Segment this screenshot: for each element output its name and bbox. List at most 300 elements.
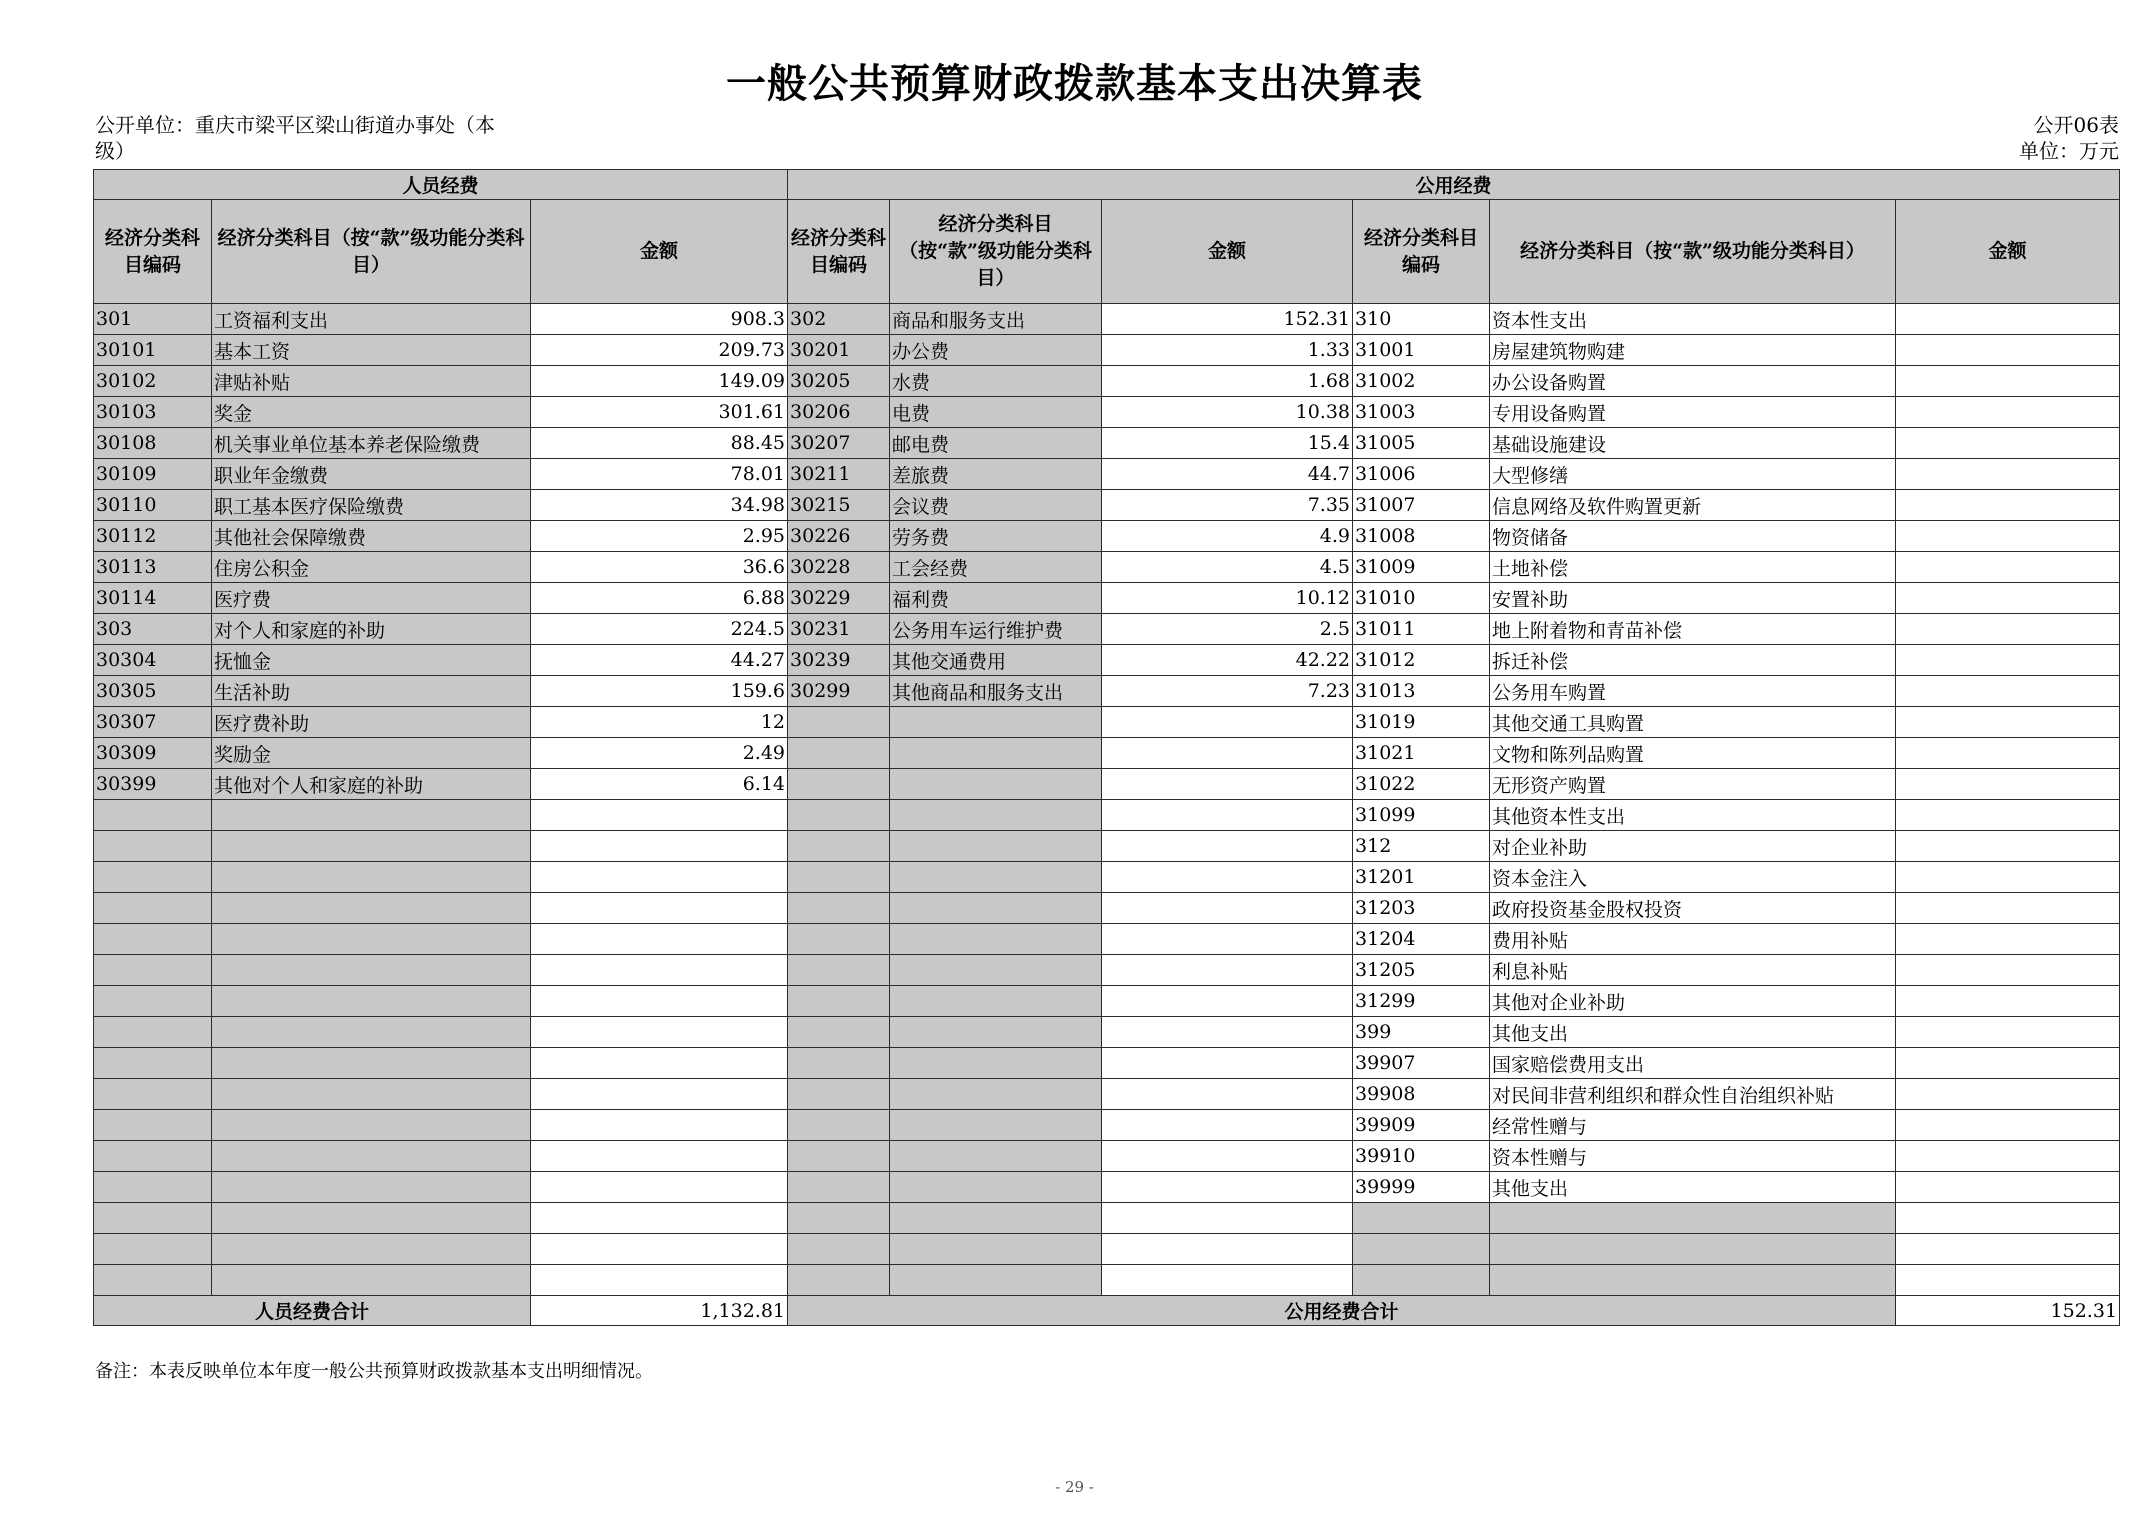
capital-amount-cell — [1896, 707, 2120, 738]
goods-name-cell — [890, 769, 1102, 800]
table-row — [94, 955, 2120, 986]
goods-amount-cell — [1102, 1265, 1353, 1296]
goods-code-cell — [788, 831, 890, 862]
personnel-name-cell — [212, 1234, 531, 1265]
goods-code-cell — [788, 1234, 890, 1265]
capital-amount-cell — [1896, 490, 2120, 521]
personnel-amount-cell — [531, 800, 788, 831]
capital-name-cell: 公务用车购置 — [1490, 676, 1896, 707]
capital-amount-cell — [1896, 1110, 2120, 1141]
capital-code-cell: 31021 — [1353, 738, 1490, 769]
goods-code-cell — [788, 769, 890, 800]
capital-amount-cell — [1896, 1079, 2120, 1110]
goods-name-cell: 办公费 — [890, 335, 1102, 366]
form-number: 公开06表 — [2033, 113, 2119, 137]
capital-name-cell: 费用补贴 — [1490, 924, 1896, 955]
goods-code-cell: 302 — [788, 304, 890, 335]
capital-amount-cell — [1896, 831, 2120, 862]
personnel-amount-cell: 149.09 — [531, 366, 788, 397]
personnel-amount-cell — [531, 986, 788, 1017]
goods-name-cell: 差旅费 — [890, 459, 1102, 490]
personnel-name-cell: 职业年金缴费 — [212, 459, 531, 490]
table-row — [94, 490, 2120, 521]
capital-code-cell — [1353, 1234, 1490, 1265]
capital-name-cell: 政府投资基金股权投资 — [1490, 893, 1896, 924]
capital-amount-cell — [1896, 366, 2120, 397]
personnel-amount-cell — [531, 924, 788, 955]
capital-name-cell: 对企业补助 — [1490, 831, 1896, 862]
goods-amount-cell: 10.38 — [1102, 397, 1353, 428]
capital-amount-cell — [1896, 521, 2120, 552]
capital-amount-cell — [1896, 676, 2120, 707]
table-row — [94, 769, 2120, 800]
goods-name-cell — [890, 1234, 1102, 1265]
capital-amount-cell — [1896, 1048, 2120, 1079]
personnel-code-cell: 30399 — [94, 769, 212, 800]
personnel-amount-cell — [531, 862, 788, 893]
goods-code-cell — [788, 800, 890, 831]
goods-amount-cell — [1102, 893, 1353, 924]
table-row — [94, 552, 2120, 583]
personnel-code-cell — [94, 1110, 212, 1141]
capital-name-cell: 土地补偿 — [1490, 552, 1896, 583]
goods-amount-cell — [1102, 1172, 1353, 1203]
goods-amount-cell — [1102, 1110, 1353, 1141]
personnel-code-cell — [94, 1048, 212, 1079]
table-row — [94, 893, 2120, 924]
goods-amount-cell — [1102, 707, 1353, 738]
table-row — [94, 521, 2120, 552]
personnel-code-cell — [94, 1234, 212, 1265]
table-row — [94, 1110, 2120, 1141]
personnel-amount-cell — [531, 893, 788, 924]
personnel-name-cell: 津贴补贴 — [212, 366, 531, 397]
capital-amount-cell — [1896, 955, 2120, 986]
table-row — [94, 707, 2120, 738]
goods-name-cell: 会议费 — [890, 490, 1102, 521]
capital-code-cell: 31010 — [1353, 583, 1490, 614]
goods-amount-cell — [1102, 1048, 1353, 1079]
capital-name-cell: 办公设备购置 — [1490, 366, 1896, 397]
capital-name-cell — [1490, 1234, 1896, 1265]
goods-code-cell — [788, 1172, 890, 1203]
personnel-name-cell — [212, 955, 531, 986]
personnel-name-cell — [212, 1141, 531, 1172]
header-goods-name: 经济分类科目（按“款”级功能分类科目） — [890, 200, 1102, 304]
capital-code-cell: 31005 — [1353, 428, 1490, 459]
personnel-amount-cell: 6.14 — [531, 769, 788, 800]
personnel-code-cell — [94, 893, 212, 924]
personnel-amount-cell — [531, 1110, 788, 1141]
goods-amount-cell: 2.5 — [1102, 614, 1353, 645]
personnel-amount-cell: 301.61 — [531, 397, 788, 428]
personnel-code-cell — [94, 924, 212, 955]
table-row — [94, 583, 2120, 614]
personnel-amount-cell: 2.49 — [531, 738, 788, 769]
personnel-amount-cell: 12 — [531, 707, 788, 738]
table-row — [94, 800, 2120, 831]
personnel-code-cell: 30110 — [94, 490, 212, 521]
goods-name-cell — [890, 1172, 1102, 1203]
capital-amount-cell — [1896, 1203, 2120, 1234]
personnel-code-cell — [94, 986, 212, 1017]
capital-code-cell: 39999 — [1353, 1172, 1490, 1203]
capital-code-cell — [1353, 1203, 1490, 1234]
capital-amount-cell — [1896, 304, 2120, 335]
personnel-amount-cell — [531, 955, 788, 986]
capital-code-cell: 31022 — [1353, 769, 1490, 800]
capital-code-cell: 31299 — [1353, 986, 1490, 1017]
table-row — [94, 1141, 2120, 1172]
header-personnel-name: 经济分类科目（按“款”级功能分类科目） — [212, 200, 531, 304]
capital-code-cell: 31012 — [1353, 645, 1490, 676]
personnel-amount-cell: 2.95 — [531, 521, 788, 552]
goods-code-cell — [788, 1265, 890, 1296]
goods-code-cell: 30205 — [788, 366, 890, 397]
personnel-code-cell: 303 — [94, 614, 212, 645]
capital-name-cell: 拆迁补偿 — [1490, 645, 1896, 676]
personnel-amount-cell: 209.73 — [531, 335, 788, 366]
capital-code-cell: 31011 — [1353, 614, 1490, 645]
table-row — [94, 1234, 2120, 1265]
goods-name-cell: 工会经费 — [890, 552, 1102, 583]
table-row — [94, 1048, 2120, 1079]
personnel-total-label: 人员经费合计 — [94, 1296, 531, 1326]
personnel-name-cell — [212, 924, 531, 955]
personnel-amount-cell: 908.3 — [531, 304, 788, 335]
goods-amount-cell — [1102, 955, 1353, 986]
table-row — [94, 831, 2120, 862]
personnel-name-cell — [212, 1203, 531, 1234]
personnel-amount-cell — [531, 1079, 788, 1110]
goods-code-cell — [788, 893, 890, 924]
personnel-name-cell — [212, 862, 531, 893]
public-total-label: 公用经费合计 — [788, 1296, 1896, 1326]
capital-code-cell: 312 — [1353, 831, 1490, 862]
personnel-name-cell: 医疗费 — [212, 583, 531, 614]
personnel-name-cell — [212, 1265, 531, 1296]
capital-name-cell: 大型修缮 — [1490, 459, 1896, 490]
capital-name-cell: 地上附着物和青苗补偿 — [1490, 614, 1896, 645]
table-row — [94, 1172, 2120, 1203]
goods-name-cell — [890, 831, 1102, 862]
table-row — [94, 1017, 2120, 1048]
capital-amount-cell — [1896, 924, 2120, 955]
goods-amount-cell — [1102, 862, 1353, 893]
personnel-name-cell: 对个人和家庭的补助 — [212, 614, 531, 645]
goods-name-cell — [890, 1110, 1102, 1141]
personnel-name-cell — [212, 893, 531, 924]
personnel-code-cell: 30109 — [94, 459, 212, 490]
table-row — [94, 1265, 2120, 1296]
goods-name-cell: 劳务费 — [890, 521, 1102, 552]
personnel-amount-cell: 88.45 — [531, 428, 788, 459]
header-capital-name: 经济分类科目（按“款”级功能分类科目） — [1490, 200, 1896, 304]
capital-code-cell: 31204 — [1353, 924, 1490, 955]
capital-name-cell: 房屋建筑物购建 — [1490, 335, 1896, 366]
capital-amount-cell — [1896, 862, 2120, 893]
capital-name-cell: 安置补助 — [1490, 583, 1896, 614]
table-row — [94, 1203, 2120, 1234]
goods-code-cell: 30215 — [788, 490, 890, 521]
goods-name-cell: 电费 — [890, 397, 1102, 428]
capital-code-cell: 39910 — [1353, 1141, 1490, 1172]
personnel-code-cell: 30113 — [94, 552, 212, 583]
personnel-name-cell: 其他社会保障缴费 — [212, 521, 531, 552]
table-row — [94, 335, 2120, 366]
personnel-amount-cell — [531, 1141, 788, 1172]
capital-name-cell — [1490, 1203, 1896, 1234]
capital-code-cell: 31008 — [1353, 521, 1490, 552]
goods-code-cell — [788, 862, 890, 893]
goods-amount-cell — [1102, 986, 1353, 1017]
goods-name-cell — [890, 1017, 1102, 1048]
capital-code-cell: 310 — [1353, 304, 1490, 335]
goods-code-cell: 30226 — [788, 521, 890, 552]
personnel-name-cell: 生活补助 — [212, 676, 531, 707]
table-row — [94, 862, 2120, 893]
goods-name-cell — [890, 924, 1102, 955]
goods-name-cell — [890, 738, 1102, 769]
personnel-name-cell: 奖金 — [212, 397, 531, 428]
capital-name-cell: 利息补贴 — [1490, 955, 1896, 986]
table-row — [94, 366, 2120, 397]
goods-name-cell — [890, 1048, 1102, 1079]
personnel-amount-cell: 34.98 — [531, 490, 788, 521]
personnel-amount-cell — [531, 1234, 788, 1265]
capital-name-cell — [1490, 1265, 1896, 1296]
header-personnel-amount: 金额 — [531, 200, 788, 304]
personnel-name-cell — [212, 800, 531, 831]
capital-code-cell: 31099 — [1353, 800, 1490, 831]
public-total-value: 152.31 — [1896, 1296, 2120, 1326]
capital-amount-cell — [1896, 769, 2120, 800]
capital-name-cell: 物资储备 — [1490, 521, 1896, 552]
personnel-name-cell: 基本工资 — [212, 335, 531, 366]
goods-code-cell — [788, 986, 890, 1017]
personnel-amount-cell — [531, 1172, 788, 1203]
capital-name-cell: 其他对企业补助 — [1490, 986, 1896, 1017]
capital-amount-cell — [1896, 738, 2120, 769]
capital-amount-cell — [1896, 428, 2120, 459]
personnel-code-cell: 30307 — [94, 707, 212, 738]
personnel-amount-cell: 44.27 — [531, 645, 788, 676]
table-row — [94, 614, 2120, 645]
personnel-code-cell — [94, 955, 212, 986]
capital-name-cell: 无形资产购置 — [1490, 769, 1896, 800]
capital-code-cell — [1353, 1265, 1490, 1296]
capital-code-cell: 31019 — [1353, 707, 1490, 738]
personnel-code-cell — [94, 1203, 212, 1234]
personnel-code-cell: 30305 — [94, 676, 212, 707]
table-row — [94, 459, 2120, 490]
table-row — [94, 924, 2120, 955]
personnel-code-cell — [94, 862, 212, 893]
goods-amount-cell: 7.35 — [1102, 490, 1353, 521]
personnel-code-cell: 30102 — [94, 366, 212, 397]
goods-amount-cell — [1102, 1141, 1353, 1172]
goods-name-cell — [890, 800, 1102, 831]
goods-code-cell: 30207 — [788, 428, 890, 459]
goods-code-cell: 30206 — [788, 397, 890, 428]
personnel-name-cell — [212, 1048, 531, 1079]
page-title: 一般公共预算财政拨款基本支出决算表 — [726, 60, 1423, 107]
personnel-name-cell — [212, 1172, 531, 1203]
personnel-name-cell: 其他对个人和家庭的补助 — [212, 769, 531, 800]
table-row — [94, 397, 2120, 428]
personnel-amount-cell — [531, 831, 788, 862]
capital-name-cell: 资本金注入 — [1490, 862, 1896, 893]
table-row — [94, 428, 2120, 459]
goods-name-cell: 水费 — [890, 366, 1102, 397]
goods-name-cell — [890, 707, 1102, 738]
personnel-amount-cell — [531, 1017, 788, 1048]
capital-name-cell: 其他资本性支出 — [1490, 800, 1896, 831]
goods-name-cell — [890, 893, 1102, 924]
capital-code-cell: 39909 — [1353, 1110, 1490, 1141]
capital-amount-cell — [1896, 1017, 2120, 1048]
personnel-code-cell: 30304 — [94, 645, 212, 676]
capital-code-cell: 31002 — [1353, 366, 1490, 397]
reporting-unit-line1: 公开单位：重庆市梁平区梁山街道办事处（本 — [95, 113, 495, 137]
table-row — [94, 676, 2120, 707]
personnel-total-value: 1,132.81 — [531, 1296, 788, 1326]
goods-name-cell — [890, 862, 1102, 893]
header-capital-amount: 金额 — [1896, 200, 2120, 304]
personnel-amount-cell — [531, 1203, 788, 1234]
header-personnel-code: 经济分类科目编码 — [94, 200, 212, 304]
personnel-code-cell — [94, 1017, 212, 1048]
reporting-unit — [95, 112, 545, 164]
header-goods-code: 经济分类科目编码 — [788, 200, 890, 304]
table-row — [94, 304, 2120, 335]
capital-amount-cell — [1896, 986, 2120, 1017]
table-row — [94, 986, 2120, 1017]
capital-code-cell: 31203 — [1353, 893, 1490, 924]
goods-code-cell — [788, 1017, 890, 1048]
capital-name-cell: 文物和陈列品购置 — [1490, 738, 1896, 769]
personnel-name-cell: 奖励金 — [212, 738, 531, 769]
personnel-code-cell — [94, 1172, 212, 1203]
goods-amount-cell: 152.31 — [1102, 304, 1353, 335]
table-row — [94, 645, 2120, 676]
personnel-name-cell: 抚恤金 — [212, 645, 531, 676]
personnel-code-cell: 30114 — [94, 583, 212, 614]
goods-amount-cell: 10.12 — [1102, 583, 1353, 614]
reporting-unit-line2: 级） — [95, 139, 135, 163]
goods-code-cell — [788, 1203, 890, 1234]
personnel-name-cell: 医疗费补助 — [212, 707, 531, 738]
capital-code-cell: 39908 — [1353, 1079, 1490, 1110]
goods-amount-cell: 4.5 — [1102, 552, 1353, 583]
header-goods-amount: 金额 — [1102, 200, 1353, 304]
goods-code-cell — [788, 738, 890, 769]
capital-name-cell: 其他支出 — [1490, 1017, 1896, 1048]
capital-code-cell: 31007 — [1353, 490, 1490, 521]
personnel-code-cell: 30112 — [94, 521, 212, 552]
goods-name-cell: 商品和服务支出 — [890, 304, 1102, 335]
goods-amount-cell — [1102, 1017, 1353, 1048]
personnel-amount-cell — [531, 1048, 788, 1079]
capital-code-cell: 31003 — [1353, 397, 1490, 428]
goods-amount-cell: 44.7 — [1102, 459, 1353, 490]
expenditure-table — [93, 169, 2120, 1326]
personnel-name-cell: 住房公积金 — [212, 552, 531, 583]
capital-amount-cell — [1896, 552, 2120, 583]
personnel-amount-cell: 36.6 — [531, 552, 788, 583]
goods-name-cell — [890, 986, 1102, 1017]
goods-amount-cell — [1102, 738, 1353, 769]
section-personnel: 人员经费 — [94, 170, 788, 200]
capital-amount-cell — [1896, 1141, 2120, 1172]
goods-amount-cell — [1102, 831, 1353, 862]
goods-code-cell: 30228 — [788, 552, 890, 583]
capital-amount-cell — [1896, 1234, 2120, 1265]
capital-amount-cell — [1896, 893, 2120, 924]
capital-amount-cell — [1896, 459, 2120, 490]
capital-code-cell: 31009 — [1353, 552, 1490, 583]
capital-name-cell: 专用设备购置 — [1490, 397, 1896, 428]
capital-name-cell: 经常性赠与 — [1490, 1110, 1896, 1141]
capital-amount-cell — [1896, 645, 2120, 676]
goods-code-cell — [788, 1048, 890, 1079]
capital-name-cell: 资本性赠与 — [1490, 1141, 1896, 1172]
goods-code-cell: 30211 — [788, 459, 890, 490]
personnel-name-cell — [212, 1079, 531, 1110]
personnel-amount-cell: 159.6 — [531, 676, 788, 707]
goods-code-cell: 30299 — [788, 676, 890, 707]
capital-name-cell: 其他支出 — [1490, 1172, 1896, 1203]
goods-amount-cell: 42.22 — [1102, 645, 1353, 676]
capital-name-cell: 其他交通工具购置 — [1490, 707, 1896, 738]
personnel-code-cell: 30108 — [94, 428, 212, 459]
goods-code-cell — [788, 1079, 890, 1110]
totals-row — [94, 1296, 2120, 1326]
goods-code-cell — [788, 707, 890, 738]
personnel-code-cell — [94, 831, 212, 862]
goods-code-cell: 30239 — [788, 645, 890, 676]
capital-code-cell: 39907 — [1353, 1048, 1490, 1079]
personnel-amount-cell: 6.88 — [531, 583, 788, 614]
goods-amount-cell — [1102, 1079, 1353, 1110]
goods-name-cell: 其他商品和服务支出 — [890, 676, 1102, 707]
goods-amount-cell: 1.33 — [1102, 335, 1353, 366]
goods-amount-cell — [1102, 769, 1353, 800]
personnel-code-cell: 30101 — [94, 335, 212, 366]
goods-name-cell — [890, 1203, 1102, 1234]
capital-name-cell: 对民间非营利组织和群众性自治组织补贴 — [1490, 1079, 1896, 1110]
capital-code-cell: 31013 — [1353, 676, 1490, 707]
capital-name-cell: 基础设施建设 — [1490, 428, 1896, 459]
personnel-name-cell: 职工基本医疗保险缴费 — [212, 490, 531, 521]
personnel-name-cell — [212, 986, 531, 1017]
goods-name-cell: 福利费 — [890, 583, 1102, 614]
goods-code-cell — [788, 955, 890, 986]
section-public: 公用经费 — [788, 170, 2120, 200]
capital-amount-cell — [1896, 800, 2120, 831]
capital-name-cell: 资本性支出 — [1490, 304, 1896, 335]
personnel-name-cell — [212, 1110, 531, 1141]
goods-amount-cell: 1.68 — [1102, 366, 1353, 397]
goods-code-cell — [788, 1141, 890, 1172]
capital-amount-cell — [1896, 1265, 2120, 1296]
personnel-name-cell — [212, 1017, 531, 1048]
form-info — [1819, 112, 2119, 164]
goods-amount-cell — [1102, 1234, 1353, 1265]
goods-amount-cell: 7.23 — [1102, 676, 1353, 707]
personnel-name-cell — [212, 831, 531, 862]
personnel-amount-cell: 224.5 — [531, 614, 788, 645]
